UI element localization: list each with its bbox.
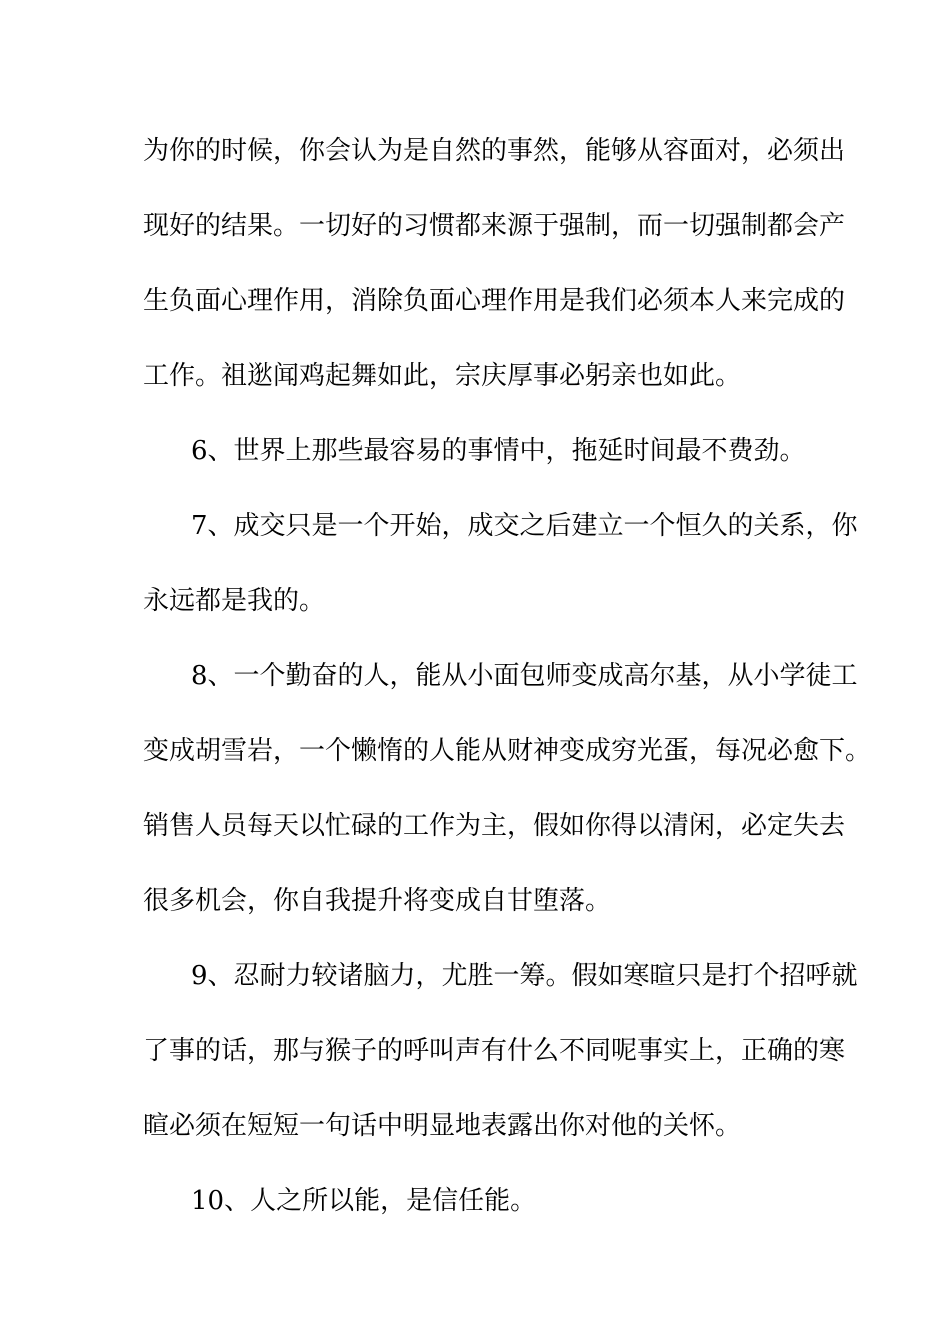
text-line: 了事的话，那与猴子的呼叫声有什么不同呢事实上，正确的寒	[143, 1036, 846, 1066]
text-line: 10、人之所以能，是信任能。	[191, 1186, 537, 1216]
text-line: 9、忍耐力较诸脑力，尤胜一筹。假如寒暄只是打个招呼就	[191, 961, 858, 991]
text-line: 销售人员每天以忙碌的工作为主，假如你得以清闲，必定失去	[143, 811, 846, 841]
text-line: 变成胡雪岩，一个懒惰的人能从财神变成穷光蛋，每况必愈下。	[143, 736, 872, 766]
text-line: 8、一个勤奋的人，能从小面包师变成高尔基，从小学徒工	[191, 661, 858, 691]
text-line: 生负面心理作用，消除负面心理作用是我们必须本人来完成的	[143, 286, 846, 316]
text-line: 为你的时候，你会认为是自然的事然，能够从容面对，必须出	[143, 136, 846, 166]
text-line: 很多机会，你自我提升将变成自甘堕落。	[143, 886, 612, 916]
text-line: 7、成交只是一个开始，成交之后建立一个恒久的关系，你	[191, 511, 858, 541]
text-line: 6、世界上那些最容易的事情中，拖延时间最不费劲。	[191, 436, 806, 466]
text-line: 永远都是我的。	[143, 586, 326, 616]
text-line: 工作。祖逖闻鸡起舞如此，宗庆厚事必躬亲也如此。	[143, 361, 742, 391]
text-line: 暄必须在短短一句话中明显地表露出你对他的关怀。	[143, 1111, 742, 1141]
text-line: 现好的结果。一切好的习惯都来源于强制，而一切强制都会产	[143, 211, 846, 241]
